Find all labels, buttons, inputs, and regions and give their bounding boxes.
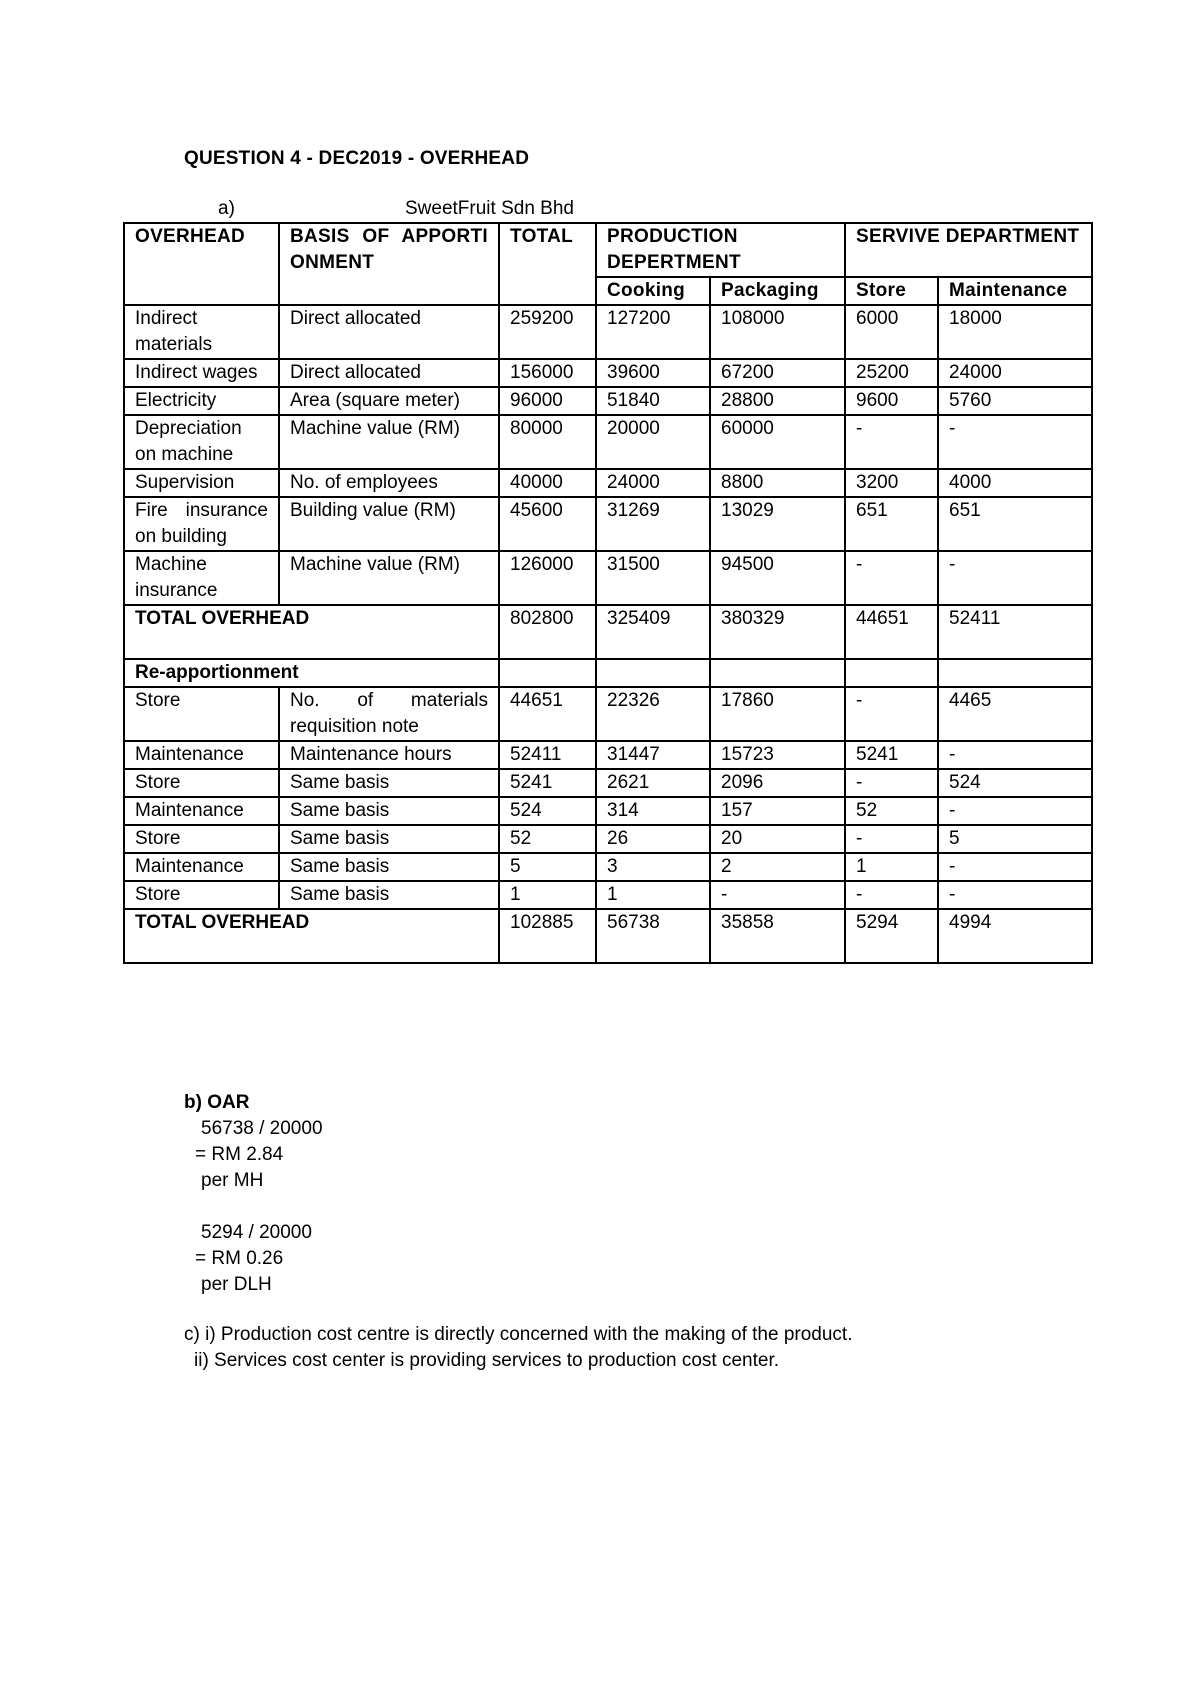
total-cell: 52 [499,825,596,853]
store-cell: 25200 [845,359,938,387]
total-cell: 52411 [499,741,596,769]
packaging-cell: 94500 [710,551,845,605]
total-cell: 5 [499,853,596,881]
cooking-cell: 24000 [596,469,710,497]
packaging-cell: 8800 [710,469,845,497]
packaging-cell: 2096 [710,769,845,797]
total-overhead-row-1 [124,605,1092,659]
packaging-cell: 380329 [710,605,845,659]
basis-cell: Direct allocated [279,305,499,359]
cooking-cell: 51840 [596,387,710,415]
reapportionment-row [124,741,1092,769]
packaging-cell: - [710,881,845,909]
overhead-cell: Depreciation on machine [124,415,279,469]
total-cell: 96000 [499,387,596,415]
packaging-cell: 35858 [710,909,845,963]
maintenance-cell: 18000 [938,305,1092,359]
store-cell: 3200 [845,469,938,497]
cooking-cell: 31500 [596,551,710,605]
store-cell: 44651 [845,605,938,659]
total-cell: 802800 [499,605,596,659]
header-store: Store [845,277,938,305]
total-overhead-label: TOTAL OVERHEAD [124,605,499,659]
part-a-label: a) [218,198,235,219]
total-cell: 102885 [499,909,596,963]
reapportionment-label: Re-apportionment [124,659,499,687]
cooking-cell: 56738 [596,909,710,963]
total-cell: 126000 [499,551,596,605]
part-c-line-2: ii) Services cost center is providing services to production cost center. [194,1350,780,1371]
basis-cell: Machine value (RM) [279,415,499,469]
store-cell: - [845,825,938,853]
cooking-cell: 127200 [596,305,710,359]
maintenance-cell: 5 [938,825,1092,853]
overhead-cell: Maintenance [124,853,279,881]
maintenance-cell: - [938,551,1092,605]
basis-cell: Area (square meter) [279,387,499,415]
maintenance-cell: - [938,797,1092,825]
store-cell: 5241 [845,741,938,769]
total-cell: 259200 [499,305,596,359]
overhead-cell: Machine insurance [124,551,279,605]
packaging-cell: 13029 [710,497,845,551]
header-basis: BASIS OF APPORTIONMENT [279,223,499,305]
header-row-1 [124,223,1092,277]
store-cell: 6000 [845,305,938,359]
part-c-section [184,1322,852,1374]
basis-cell: Same basis [279,797,499,825]
oar-packaging-unit: per DLH [201,1274,272,1295]
page-title: QUESTION 4 - DEC2019 - OVERHEAD [184,148,530,169]
maintenance-cell: 52411 [938,605,1092,659]
store-cell: - [845,415,938,469]
maintenance-cell: 4994 [938,909,1092,963]
header-maintenance: Maintenance [938,277,1092,305]
maintenance-cell: 5760 [938,387,1092,415]
total-cell: 524 [499,797,596,825]
total-cell: 156000 [499,359,596,387]
packaging-cell: 28800 [710,387,845,415]
store-cell: 5294 [845,909,938,963]
cost-row [124,305,1092,359]
cost-row [124,387,1092,415]
header-total: TOTAL [499,223,596,305]
maintenance-cell: 651 [938,497,1092,551]
part-b-heading: b) OAR [184,1092,250,1113]
cooking-cell: 31447 [596,741,710,769]
total-cell: 40000 [499,469,596,497]
packaging-cell: 108000 [710,305,845,359]
oar-cooking-result: = RM 2.84 [195,1144,284,1165]
maintenance-cell: 4000 [938,469,1092,497]
overhead-cell: Supervision [124,469,279,497]
cost-row [124,359,1092,387]
header-production: PRODUCTION DEPERTMENT [596,223,845,277]
cooking-cell: 314 [596,797,710,825]
overhead-cell: Store [124,769,279,797]
cooking-cell: 39600 [596,359,710,387]
cooking-cell: 26 [596,825,710,853]
store-cell: 1 [845,853,938,881]
basis-cell: Building value (RM) [279,497,499,551]
overhead-cell: Fire insurance on building [124,497,279,551]
packaging-cell: 2 [710,853,845,881]
reapportionment-row [124,881,1092,909]
header-overhead: OVERHEAD [124,223,279,305]
basis-cell: Direct allocated [279,359,499,387]
overhead-cell: Store [124,825,279,853]
company-name: SweetFruit Sdn Bhd [405,198,574,219]
total-cell: 45600 [499,497,596,551]
maintenance-cell: - [938,415,1092,469]
reapportionment-row [124,853,1092,881]
store-cell: - [845,551,938,605]
packaging-cell: 67200 [710,359,845,387]
basis-cell: Same basis [279,769,499,797]
cooking-cell: 2621 [596,769,710,797]
part-c-line-1: c) i) Production cost centre is directly concerned with the making of the product. [184,1324,853,1345]
cost-row [124,551,1092,605]
cooking-cell: 325409 [596,605,710,659]
total-cell: 1 [499,881,596,909]
maintenance-cell: - [938,741,1092,769]
packaging-cell: 17860 [710,687,845,741]
packaging-cell: 157 [710,797,845,825]
reapportionment-row [124,769,1092,797]
basis-cell: Same basis [279,853,499,881]
overhead-cell: Store [124,881,279,909]
total-overhead-row-2 [124,909,1092,963]
oar-cooking-expression: 56738 / 20000 [201,1118,323,1139]
store-cell: - [845,881,938,909]
basis-cell: Machine value (RM) [279,551,499,605]
cooking-cell: 31269 [596,497,710,551]
overhead-cell: Maintenance [124,797,279,825]
overhead-table [123,222,1093,964]
oar-packaging-expression: 5294 / 20000 [201,1222,312,1243]
header-service: SERVIVE DEPARTMENT [845,223,1092,277]
oar-packaging-result: = RM 0.26 [195,1248,284,1269]
packaging-cell: 20 [710,825,845,853]
packaging-cell: 60000 [710,415,845,469]
basis-cell: Maintenance hours [279,741,499,769]
total-overhead-label: TOTAL OVERHEAD [124,909,499,963]
total-cell: 44651 [499,687,596,741]
maintenance-cell: 24000 [938,359,1092,387]
cooking-cell: 20000 [596,415,710,469]
cooking-cell: 3 [596,853,710,881]
maintenance-cell: 4465 [938,687,1092,741]
reapportionment-heading-row [124,659,1092,687]
cooking-cell: 1 [596,881,710,909]
basis-cell: No. of employees [279,469,499,497]
basis-cell: No. of materials requisition note [279,687,499,741]
store-cell: 9600 [845,387,938,415]
store-cell: - [845,687,938,741]
total-cell: 5241 [499,769,596,797]
overhead-cell: Indirect materials [124,305,279,359]
cost-row [124,469,1092,497]
overhead-cell: Store [124,687,279,741]
packaging-cell: 15723 [710,741,845,769]
total-cell: 80000 [499,415,596,469]
maintenance-cell: - [938,881,1092,909]
reapportionment-row [124,797,1092,825]
store-cell: 52 [845,797,938,825]
basis-cell: Same basis [279,881,499,909]
store-cell: - [845,769,938,797]
cost-row [124,497,1092,551]
overhead-cell: Electricity [124,387,279,415]
reapportionment-row [124,687,1092,741]
maintenance-cell: 524 [938,769,1092,797]
header-cooking: Cooking [596,277,710,305]
overhead-cell: Maintenance [124,741,279,769]
store-cell: 651 [845,497,938,551]
reapportionment-row [124,825,1092,853]
maintenance-cell: - [938,853,1092,881]
basis-cell: Same basis [279,825,499,853]
header-packaging: Packaging [710,277,845,305]
part-b-section [184,1090,323,1298]
cooking-cell: 22326 [596,687,710,741]
cost-row [124,415,1092,469]
oar-cooking-unit: per MH [201,1170,264,1191]
overhead-cell: Indirect wages [124,359,279,387]
